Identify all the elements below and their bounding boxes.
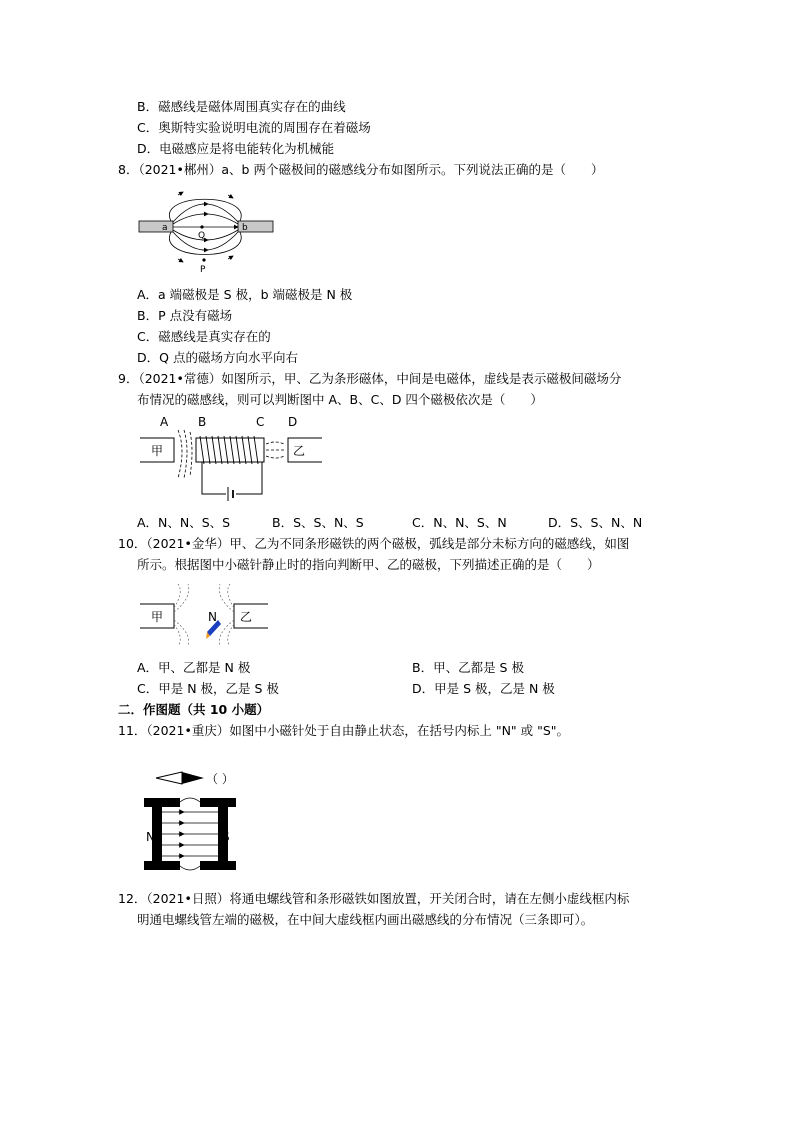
q8-figure xyxy=(138,182,278,277)
q10-figure xyxy=(140,584,270,646)
q9-figure xyxy=(140,412,330,508)
q9-option-d: D．S、S、N、N xyxy=(548,515,643,530)
q9-option-c: C．N、N、S、N xyxy=(412,515,507,530)
label-yi: 乙 xyxy=(293,444,306,458)
label-jia: 甲 xyxy=(151,444,164,458)
q7-option-d: D．电磁感应是将电能转化为机械能 xyxy=(137,141,335,156)
label-yi: 乙 xyxy=(240,610,253,624)
q10-option-c: C．甲是 N 极，乙是 S 极 xyxy=(137,681,279,696)
q10-stem-line2: 所示。根据图中小磁针静止时的指向判断甲、乙的磁极，下列描述正确的是（ ） xyxy=(137,557,600,572)
q10-option-d: D．甲是 S 极，乙是 N 极 xyxy=(412,681,555,696)
label-jia: 甲 xyxy=(151,610,164,624)
label-n: N xyxy=(146,830,155,844)
q11-stem: 11．（2021•重庆）如图中小磁针处于自由静止状态，在括号内标上 "N" 或 "S"。 xyxy=(118,723,570,738)
compass-needle xyxy=(156,772,204,784)
needle-n-label: N xyxy=(208,610,217,624)
label-q: Q xyxy=(198,231,206,241)
q8-option-c: C．磁感线是真实存在的 xyxy=(137,329,271,344)
q10-option-a: A．甲、乙都是 N 极 xyxy=(137,660,251,675)
label-A: A xyxy=(160,415,169,429)
label-p: P xyxy=(200,265,206,275)
q9-stem-line1: 9．（2021•常德）如图所示，甲、乙为条形磁体，中间是电磁体，虚线是表示磁极间磁场分 xyxy=(118,371,622,386)
q8-stem: 8．（2021•郴州）a、b 两个磁极间的磁感线分布如图所示。下列说法正确的是（ ） xyxy=(118,162,604,177)
q7-option-c: C．奥斯特实验说明电流的周围存在着磁场 xyxy=(137,120,371,135)
label-a: a xyxy=(162,223,168,233)
q8-option-d: D．Q 点的磁场方向水平向右 xyxy=(137,350,298,365)
q10-stem-line1: 10．（2021•金华）甲、乙为不同条形磁铁的两个磁极，弧线是部分未标方向的磁感线，如图 xyxy=(118,536,630,551)
q12-stem-line1: 12．（2021•日照）将通电螺线管和条形磁铁如图放置，开关闭合时，请在左侧小虚线框内标 xyxy=(118,891,630,906)
label-C: C xyxy=(256,415,265,429)
q9-option-a: A．N、N、S、S xyxy=(137,515,231,530)
q9-stem-line2: 布情况的磁感线，则可以判断图中 A、B、C、D 四个磁极依次是（ ） xyxy=(137,392,543,407)
q9-option-b: B．S、S、N、S xyxy=(272,515,364,530)
label-b: b xyxy=(242,223,248,233)
label-D: D xyxy=(288,415,298,429)
q8-option-b: B．P 点没有磁场 xyxy=(137,308,233,323)
q10-option-b: B．甲、乙都是 S 极 xyxy=(412,660,524,675)
label-s: S xyxy=(222,830,230,844)
q11-figure xyxy=(140,764,250,874)
magnet-a xyxy=(139,221,173,232)
label-B: B xyxy=(198,415,207,429)
q12-stem-line2: 明通电螺线管左端的磁极，在中间大虚线框内画出磁感线的分布情况（三条即可）。 xyxy=(137,912,594,927)
q8-option-a: A．a 端磁极是 S 极，b 端磁极是 N 极 xyxy=(137,287,353,302)
answer-paren: （ ） xyxy=(206,772,234,786)
q7-option-b: B．磁感线是磁体周围真实存在的曲线 xyxy=(137,99,346,114)
section-title: 二．作图题（共 10 小题） xyxy=(118,702,270,717)
